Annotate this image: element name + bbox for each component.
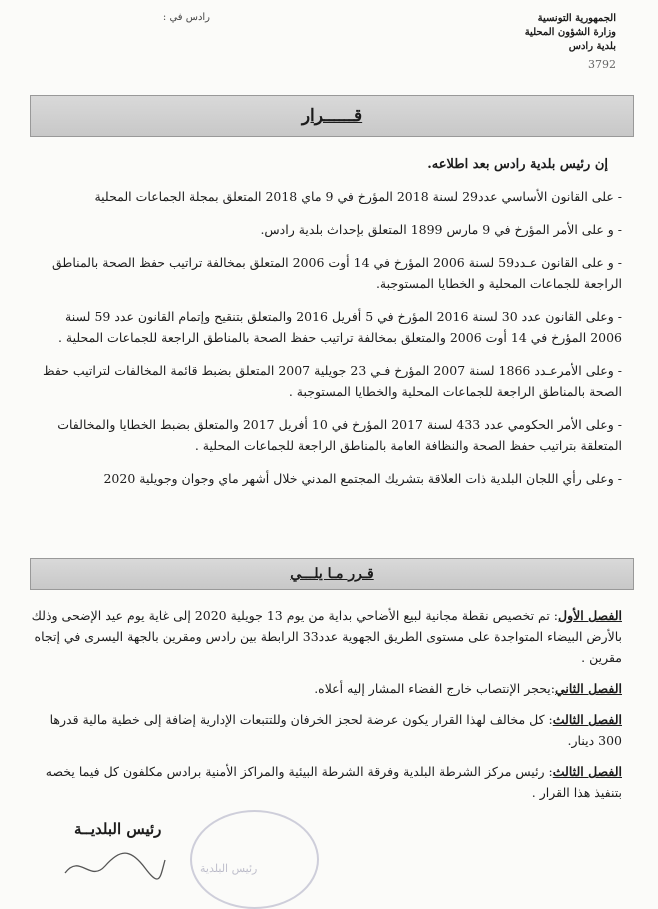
title-bar (30, 95, 634, 137)
recital-item: - وعلى الأمرعـدد 1866 لسنة 2007 المؤرخ فـي 23 جويلية 2007 المتعلق بضبط قائمة المخالفات لتراتيب حفظ الصحة بالمناطق الراجعة للجماعات المحلية والخطايا المستوجبة . (42, 363, 622, 399)
recital-item: - و على الأمر المؤرخ في 9 مارس 1899 المتعلق بإحداث بلدية رادس. (260, 222, 622, 237)
article-label: الفصل الثالث (552, 712, 622, 727)
date-field-blank (157, 12, 160, 23)
article-2 (30, 678, 622, 699)
handwritten-signature (60, 838, 170, 888)
article-1 (30, 605, 622, 668)
recital-item: - على القانون الأساسي عدد29 لسنة 2018 المؤرخ في 9 ماي 2018 المتعلق بمجلة الجماعات المحلية (94, 189, 622, 204)
article-4 (30, 761, 622, 803)
signatory-title: رئيس البلديــة (74, 820, 162, 838)
decision-heading-bar (30, 558, 634, 590)
reference-number: 3792 (588, 58, 616, 71)
org-line-republic: الجمهورية التونسية (537, 13, 616, 24)
recital-item: - وعلى رأي اللجان البلدية ذات العلاقة بتشريك المجتمع المدني خلال أشهر ماي وجوان وجويلية 2020 (103, 471, 622, 486)
recitals-list (30, 186, 622, 501)
official-stamp (190, 810, 319, 909)
article-label: الفصل الثاني (554, 681, 622, 696)
article-label: الفصل الثالث (552, 764, 622, 779)
decision-heading: قـرر مـا يلـــي (290, 566, 374, 582)
decree-title: قــــــرار (301, 106, 363, 126)
article-text: :يحجر الإنتصاب خارج الفضاء المشار إليه أعلاه. (314, 681, 555, 696)
article-3 (30, 709, 622, 751)
org-line-municipality: بلدية رادس (568, 41, 616, 52)
article-text: : تم تخصيص نقطة مجانية لبيع الأضاحي بداية من يوم 13 جويلية 2020 إلى غاية يوم عيد الإضحى وذلك بالأرض البيضاء المتواجدة على مستوى الطريق الجهوية عدد33 الرابطة بين رادس ومقرين بالجهة اليسرى في إتجاه مقرين . (31, 608, 622, 665)
org-line-ministry: وزارة الشؤون المحلية (524, 27, 616, 38)
place-date (60, 12, 210, 23)
recital-item: - وعلى الأمر الحكومي عدد 433 لسنة 2017 المؤرخ في 10 أفريل 2017 والمتعلق بضبط الخطايا والمخالفات المتعلقة بتراتيب حفظ الصحة والنظافة العامة بالمناطق الراجعة للجماعات المحلية . (57, 417, 622, 453)
issuing-authority (466, 12, 616, 72)
article-text: : رئيس مركز الشرطة البلدية وفرقة الشرطة البيئية والمراكز الأمنية برادس مكلفون كل فيما يخصه بتنفيذ هذا القرار . (45, 764, 622, 800)
articles-list (30, 605, 622, 813)
intro-line: إن رئيس بلدية رادس بعد اطلاعه. (427, 157, 608, 172)
article-label: الفصل الأول (558, 608, 622, 623)
stamp-text: رئيس البلدية (200, 862, 258, 875)
recital-item: - و على القانون عـدد59 لسنة 2006 المؤرخ في 14 أوت 2006 المتعلق بمخالفة تراتيب حفظ الصحة بالمناطق الراجعة للجماعات المحلية و الخطايا المستوجبة. (52, 255, 622, 291)
article-text: : كل مخالف لهذا القرار يكون عرضة لحجز الخرفان وللتتبعات الإدارية إضافة إلى خطية مالية قدرها 300 دينار. (49, 712, 622, 748)
recital-item: - وعلى القانون عدد 30 لسنة 2016 المؤرخ في 5 أفريل 2016 والمتعلق بتنقيح وإتمام القانون عدد 59 لسنة 2006 المؤرخ في 14 أوت 2006 والمتعلق بمخالفة تراتيب حفظ الصحة بالمناطق الراجعة للجماعات المحلية . (57, 309, 622, 345)
signature-block (50, 820, 290, 895)
place-date-label: رادس في : (162, 12, 210, 23)
